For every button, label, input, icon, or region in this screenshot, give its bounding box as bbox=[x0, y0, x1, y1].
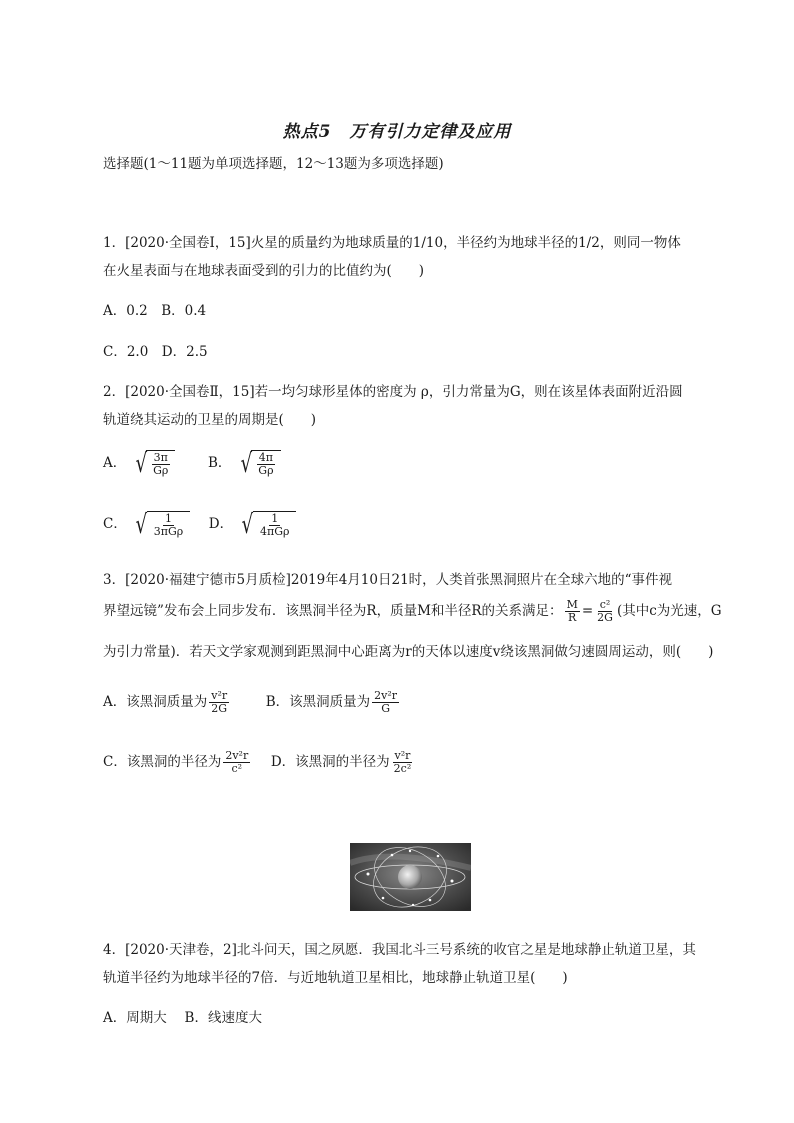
q4-stem-line2: 轨道半径约为地球半径的7倍．与近地轨道卫星相比，地球静止轨道卫星( ) bbox=[103, 970, 568, 986]
q2-option-a-label: A． bbox=[103, 455, 127, 471]
q3-option-b-fraction bbox=[372, 690, 399, 715]
q4-stem-line1: 4．[2020·天津卷，2]北斗问天，国之夙愿．我国北斗三号系统的收官之星是地球静止轨道卫星，其 bbox=[103, 942, 696, 958]
q3-stem-line3: 为引力常量)．若天文学家观测到距黑洞中心距离为r的天体以速度v绕该黑洞做匀速圆周运动，则( ) bbox=[103, 644, 714, 660]
q3-c-numerator: 2v²r bbox=[225, 749, 249, 762]
q2-option-c-formula: √ $\frac{1}{\text{3πGρ}}$ bbox=[133, 511, 190, 538]
q3-ratio-denominator: R bbox=[568, 611, 577, 624]
q2-b-numerator: 4π bbox=[258, 451, 274, 464]
q3-a-denominator: 2G bbox=[211, 702, 228, 715]
q1-stem-line1: 1．[2020·全国卷Ⅰ，15]火星的质量约为地球质量的1/10，半径约为地球半径的1/2，则同一物体 bbox=[103, 235, 681, 251]
q3-c2-numerator: c² bbox=[599, 598, 611, 611]
q3-option-c-fraction bbox=[223, 750, 250, 775]
q3-line2-tail: (其中c为光速，G bbox=[616, 603, 722, 619]
q1-options-cd: C．2.0 D．2.5 bbox=[103, 344, 208, 360]
instructions: 选择题(1～11题为单项选择题，12～13题为多项选择题) bbox=[103, 156, 444, 172]
q3-c2-fraction bbox=[595, 599, 615, 624]
q3-ratio-numerator: M bbox=[566, 598, 578, 611]
q2-a-numerator: 3π bbox=[153, 451, 168, 464]
q2-c-denominator: 3πGρ bbox=[153, 525, 184, 538]
q2-option-b-formula: √ $\frac{4\pi}{G\rho}$ bbox=[238, 450, 281, 477]
q1-stem-line2: 在火星表面与在地球表面受到的引力的比值约为( ) bbox=[103, 263, 425, 279]
q3-option-a-fraction bbox=[209, 690, 229, 715]
page-title: 热点5 万有引力定律及应用 bbox=[282, 122, 512, 142]
q3-options-ab bbox=[103, 690, 401, 715]
q2-stem-line1: 2．[2020·全国卷Ⅱ，15]若一均匀球形星体的密度为 ρ，引力常量为G，则在该星体表面附近沿圆 bbox=[103, 384, 683, 400]
q2-options-ab bbox=[103, 450, 283, 477]
q2-option-d-formula: √ $\frac{1}{\text{4πGρ}}$ bbox=[239, 511, 296, 538]
q2-d-denominator: 4πGρ bbox=[260, 525, 290, 538]
q3-d-denominator: 2c² bbox=[393, 762, 412, 775]
q3-b-denominator: G bbox=[381, 702, 390, 715]
q3-b-numerator: 2v²r bbox=[374, 689, 398, 702]
q3-d-numerator: v²r bbox=[394, 749, 411, 762]
q2-option-a-formula: √ $\frac{3\pi}{G\rho}$ bbox=[133, 450, 176, 477]
q2-a-denominator: Gρ bbox=[153, 464, 169, 477]
q3-stem-line1: 3．[2020·福建宁德市5月质检]2019年4月10日21时，人类首张黑洞照片在全球六地的“事件视 bbox=[103, 572, 673, 588]
q3-options-cd bbox=[103, 750, 415, 775]
q2-c-numerator: 1 bbox=[164, 512, 172, 525]
q3-equals-sign: = bbox=[581, 603, 594, 619]
q2-stem-line2: 轨道绕其运动的卫星的周期是( ) bbox=[103, 412, 317, 428]
satellite-orbit-image bbox=[350, 843, 471, 911]
q1-options-ab: A．0.2 B．0.4 bbox=[103, 303, 207, 319]
q3-option-d-fraction bbox=[392, 750, 414, 775]
q3-a-numerator: v²r bbox=[211, 689, 228, 702]
q4-options-ab: A．周期大 B．线速度大 bbox=[103, 1010, 262, 1026]
q2-d-numerator: 1 bbox=[271, 512, 279, 525]
q3-option-d-text: D．该黑洞的半径为 bbox=[270, 754, 390, 770]
q2-option-b-label: B． bbox=[207, 455, 232, 471]
q2-b-denominator: Gρ bbox=[258, 464, 274, 477]
q2-option-c-label: C． bbox=[103, 516, 127, 532]
q2-options-cd bbox=[103, 511, 298, 538]
q3-stem-line2 bbox=[103, 599, 722, 624]
q3-ratio-fraction bbox=[565, 599, 580, 624]
q3-option-a-text: A．该黑洞质量为 bbox=[103, 694, 208, 710]
q3-option-b-text: B．该黑洞质量为 bbox=[265, 694, 371, 710]
q3-line2-text: 界望远镜”发布会上同步发布．该黑洞半径为R，质量M和半径R的关系满足： bbox=[103, 603, 563, 619]
q2-option-d-label: D． bbox=[208, 516, 234, 532]
q3-option-c-text: C．该黑洞的半径为 bbox=[103, 754, 222, 770]
q3-c-denominator: c² bbox=[231, 762, 243, 775]
q3-c2-denominator: 2G bbox=[597, 611, 613, 624]
